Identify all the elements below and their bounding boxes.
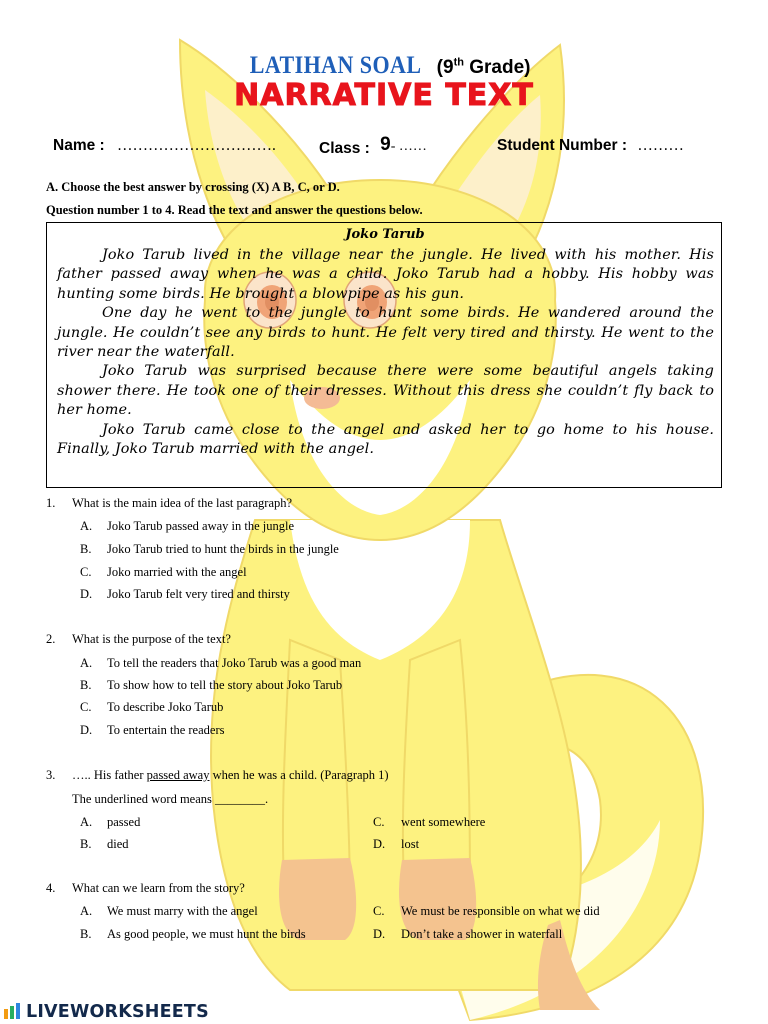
- option-letter[interactable]: C.: [373, 815, 385, 829]
- instruction-a: A. Choose the best answer by crossing (X) A B, C, or D.: [46, 180, 340, 194]
- class-blank[interactable]: - ……: [390, 139, 427, 154]
- question-1: [0, 496, 768, 516]
- question-text-after: when he was a child. (Paragraph 1): [209, 768, 389, 782]
- question-number: 2.: [46, 632, 56, 646]
- story-paragraph: One day he went to the jungle to hunt some birds. He wandered around the jungle. He couldn’t see any birds to hunt. He felt very tired and thirsty. He went to the river near the waterfall.: [57, 305, 714, 361]
- option-letter[interactable]: C.: [80, 700, 92, 714]
- name-field[interactable]: [53, 137, 276, 155]
- underlined-word: passed away: [146, 768, 210, 782]
- option-text[interactable]: passed: [107, 815, 141, 829]
- instruction-b: Question number 1 to 4. Read the text and answer the questions below.: [46, 203, 423, 217]
- grade-sup: th: [453, 56, 464, 69]
- story-box: [46, 222, 722, 488]
- q2-option-d[interactable]: [0, 723, 768, 743]
- q2-option-b[interactable]: [0, 678, 768, 698]
- option-text[interactable]: As good people, we must hunt the birds: [107, 927, 306, 941]
- q1-option-d[interactable]: [0, 587, 768, 607]
- question-number: 1.: [46, 496, 56, 510]
- question-text: [72, 768, 389, 783]
- q4-options-row-1: [0, 904, 768, 924]
- story-title: Joko Tarub: [345, 227, 425, 242]
- grade-close: Grade): [463, 57, 531, 78]
- question-text-2: The underlined word means ________.: [72, 792, 269, 806]
- option-text[interactable]: Joko Tarub felt very tired and thirsty: [107, 587, 290, 601]
- question-4: [0, 881, 768, 901]
- option-letter[interactable]: B.: [80, 927, 92, 941]
- option-text[interactable]: went somewhere: [401, 815, 486, 829]
- option-text[interactable]: Joko Tarub passed away in the jungle: [107, 519, 295, 533]
- q3-options-row-1: [0, 815, 768, 835]
- question-number: 3.: [46, 768, 56, 782]
- story-paragraph: Joko Tarub was surprised because there were some beautiful angels taking shower there. He took one of their dresses. Without this dress she couldn’t fly back to her home.: [57, 363, 714, 419]
- option-text[interactable]: We must marry with the angel: [107, 904, 258, 918]
- grade-open: (9: [436, 57, 454, 78]
- class-value[interactable]: 9: [380, 134, 391, 155]
- liveworksheets-logo[interactable]: [3, 1002, 209, 1022]
- story-paragraph: Joko Tarub came close to the angel and asked her to go home to his house. Finally, Joko Tarub married with the angel.: [57, 421, 714, 458]
- option-letter[interactable]: A.: [80, 656, 93, 670]
- name-blank[interactable]: ………………………….: [117, 137, 276, 154]
- option-text[interactable]: To show how to tell the story about Joko Tarub: [107, 678, 343, 692]
- option-letter[interactable]: B.: [80, 542, 92, 556]
- q2-option-c[interactable]: [0, 700, 768, 720]
- story-text: [57, 246, 714, 459]
- question-number: 4.: [46, 881, 56, 895]
- option-letter[interactable]: D.: [373, 837, 386, 851]
- title-latihan-soal: LATIHAN SOAL: [249, 52, 421, 79]
- worksheet-header: [0, 52, 768, 80]
- q1-option-c[interactable]: [0, 565, 768, 585]
- option-letter[interactable]: A.: [80, 815, 93, 829]
- q3-options-row-2: [0, 837, 768, 857]
- title-narrative-text: NARRATIVE TEXT: [234, 78, 534, 113]
- name-label: Name :: [53, 137, 105, 154]
- option-text[interactable]: Joko Tarub tried to hunt the birds in the jungle: [107, 542, 339, 556]
- logo-text: LIVEWORKSHEETS: [26, 1002, 209, 1022]
- option-letter[interactable]: B.: [80, 678, 92, 692]
- option-text[interactable]: Don’t take a shower in waterfall: [401, 927, 563, 941]
- option-text[interactable]: lost: [401, 837, 420, 851]
- question-3-line-2: [0, 792, 768, 812]
- q1-option-a[interactable]: [0, 519, 768, 539]
- question-2: [0, 632, 768, 652]
- q1-option-b[interactable]: [0, 542, 768, 562]
- q4-options-row-2: [0, 927, 768, 947]
- option-letter[interactable]: C.: [80, 565, 92, 579]
- option-letter[interactable]: A.: [80, 904, 93, 918]
- student-number-field[interactable]: [497, 137, 684, 155]
- option-text[interactable]: We must be responsible on what we did: [401, 904, 600, 918]
- question-3: [0, 768, 768, 788]
- option-text[interactable]: Joko married with the angel: [107, 565, 247, 579]
- option-letter[interactable]: D.: [80, 587, 93, 601]
- student-number-blank[interactable]: ………: [637, 137, 684, 154]
- liveworksheets-logo-icon: [3, 1003, 23, 1021]
- class-label: Class :: [319, 140, 370, 157]
- option-text[interactable]: To tell the readers that Joko Tarub was a good man: [107, 656, 362, 670]
- option-letter[interactable]: D.: [80, 723, 93, 737]
- option-text[interactable]: To describe Joko Tarub: [107, 700, 224, 714]
- option-letter[interactable]: B.: [80, 837, 92, 851]
- option-letter[interactable]: D.: [373, 927, 386, 941]
- question-text: What can we learn from the story?: [72, 881, 245, 895]
- option-text[interactable]: died: [107, 837, 129, 851]
- option-letter[interactable]: A.: [80, 519, 93, 533]
- story-paragraph: Joko Tarub lived in the village near the jungle. He lived with his mother. His father passed away when he was a child. Joko Tarub had a hobby. His hobby was hunting some birds. He brought a blowpipe as his gun.: [57, 247, 714, 302]
- question-text-before: ….. His father: [72, 768, 147, 782]
- q2-option-a[interactable]: [0, 656, 768, 676]
- option-letter[interactable]: C.: [373, 904, 385, 918]
- class-field[interactable]: [319, 134, 427, 156]
- student-number-label: Student Number :: [497, 137, 628, 154]
- question-text: What is the main idea of the last paragraph?: [72, 496, 293, 510]
- option-text[interactable]: To entertain the readers: [107, 723, 225, 737]
- question-text: What is the purpose of the text?: [72, 632, 231, 646]
- grade-label: [437, 57, 531, 78]
